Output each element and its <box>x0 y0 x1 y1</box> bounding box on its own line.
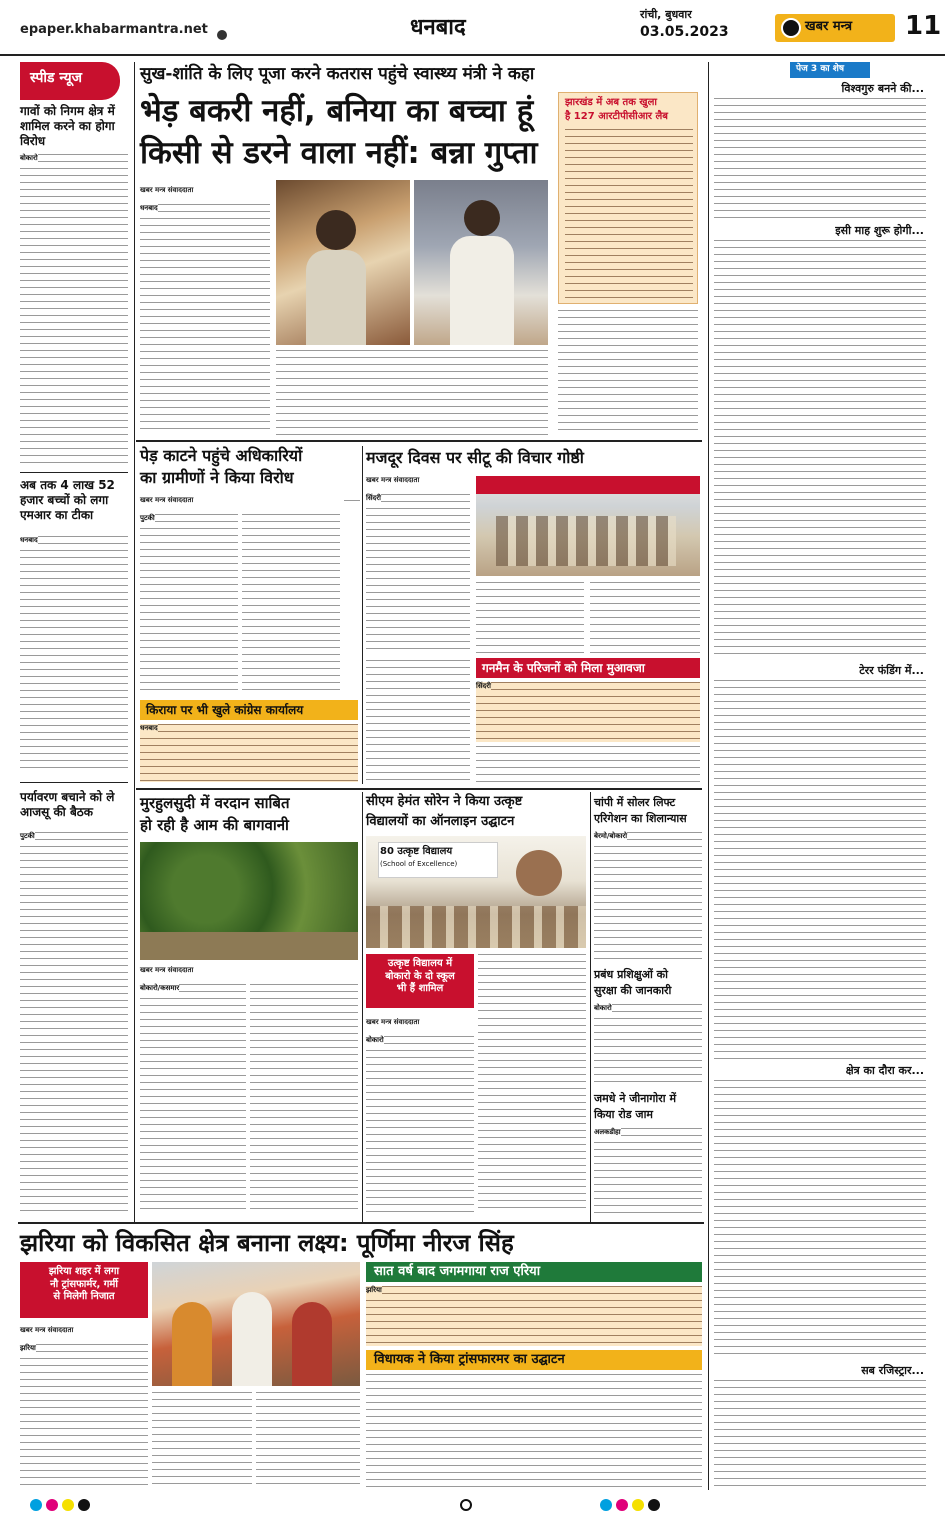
cont-3-body <box>714 680 926 1060</box>
gunman-body-2 <box>476 746 700 784</box>
mazdoor-body-col-4 <box>366 660 470 784</box>
speed-item-3-body <box>20 832 128 1214</box>
prabandh-body <box>594 1004 702 1086</box>
mazdoor-body-col-3 <box>590 582 700 654</box>
main-kicker: सुख-शांति के लिए पूजा करने कतरास पहुंचे स्वास्थ्य मंत्री ने कहा <box>140 64 535 84</box>
prabandh-headline-1: प्रबंध प्रशिक्षुओं को <box>594 968 668 981</box>
main-body-col-2 <box>276 350 548 435</box>
divider <box>20 472 128 473</box>
photo-minister-puja-1 <box>276 180 410 345</box>
jharia-sub-1: झरिया शहर में लगा <box>48 1266 120 1277</box>
jamadhe-headline-1: जमधे ने जीनागोरा में <box>594 1092 677 1105</box>
cont-2-body <box>714 240 926 660</box>
byline: खबर मन्त्र संवाददाता <box>366 476 420 484</box>
column-rule <box>362 792 363 1222</box>
cm-body-col-0 <box>478 954 586 1012</box>
speed-item-2-body <box>20 536 128 774</box>
speed-item-1-place: बोकारो <box>20 154 38 162</box>
mango-headline-1: मुरहुलसुदी में वरदान साबित <box>140 794 290 812</box>
speed-item-2-place: धनबाद <box>20 536 38 544</box>
transformer-body <box>366 1374 702 1488</box>
speed-item-2-title: अब तक 4 लाख 52 हजार बच्चों को लगा एमआर का टीका <box>20 478 115 522</box>
jharia-place: झरिया <box>20 1344 36 1352</box>
main-headline-2: किसी से डरने वाला नहीं: बन्ना गुप्ता <box>140 135 538 171</box>
prabandh-place: बोकारो <box>594 1004 612 1012</box>
tree-body-col-2 <box>242 514 340 694</box>
school-caption: 80 उत्कृष्ट विद्यालय <box>380 846 453 857</box>
jharia-sub-3: से मिलेगी निजात <box>53 1291 115 1302</box>
transformer-headline: विधायक ने किया ट्रांसफारमर का उद्घाटन <box>366 1350 702 1370</box>
cm-body-col-2 <box>478 1018 586 1214</box>
brand-logo-icon <box>781 18 801 38</box>
congress-headline: किराया पर भी खुले कांग्रेस कार्यालय <box>146 703 304 717</box>
chanpi-headline-1: चांपी में सोलर लिफ्ट <box>594 796 676 809</box>
column-rule <box>708 62 709 1490</box>
registration-dot <box>62 1499 74 1511</box>
edition-date: 03.05.2023 <box>640 24 729 40</box>
photo-citu-meeting <box>476 476 700 576</box>
chanpi-headline-2: एरिगेशन का शिलान्यास <box>594 812 687 825</box>
chanpi-body <box>594 832 702 962</box>
registration-dot <box>616 1499 628 1511</box>
mazdoor-body-col-2 <box>476 582 584 654</box>
gunman-place: सिंदरी <box>476 682 491 690</box>
city-day: रांची, बुधवार <box>640 8 692 21</box>
tree-headline-1: पेड़ काटने पहुंचे अधिकारियों <box>140 446 303 465</box>
prabandh-headline-2: सुरक्षा की जानकारी <box>594 984 672 997</box>
gunman-body <box>476 682 700 742</box>
registration-dot <box>632 1499 644 1511</box>
cm-sub-1: उत्कृष्ट विद्यालय में <box>387 958 453 969</box>
cm-sub-2: बोकारो के दो स्कूल <box>385 970 455 982</box>
registration-dot <box>648 1499 660 1511</box>
byline: खबर मन्त्र संवाददाता <box>20 1326 74 1334</box>
cont-4-title: क्षेत्र का दौरा कर... <box>845 1064 924 1077</box>
mango-headline-2: हो रही है आम की बागवानी <box>140 816 289 834</box>
byline: खबर मन्त्र संवाददाता <box>140 966 194 974</box>
divider <box>20 782 128 783</box>
speed-item-1-body <box>20 154 128 464</box>
divider <box>136 788 702 790</box>
tree-body-col-1 <box>140 514 238 694</box>
cont-5-body <box>714 1380 926 1488</box>
divider <box>18 1222 704 1224</box>
cont-5-title: सब रजिस्ट्रार... <box>861 1364 924 1377</box>
column-rule <box>134 62 135 1222</box>
cm-body-col-1 <box>366 1036 474 1214</box>
cm-headline-1: सीएम हेमंत सोरेन ने किया उत्कृष्ट <box>366 794 523 809</box>
speed-item-3-place: पुटकी <box>20 832 35 840</box>
tree-headline-2: का ग्रामीणों ने किया विरोध <box>140 468 294 487</box>
speed-item-3-title: पर्यावरण बचाने को ले आजसू की बैठक <box>20 790 115 819</box>
mango-place: बोकारो/कसमार <box>140 984 180 992</box>
rtpcr-title-1: झारखंड में अब तक खुला <box>565 97 657 108</box>
byline: खबर मन्त्र संवाददाता <box>140 186 194 194</box>
registration-bar <box>0 1492 945 1517</box>
congress-band <box>140 700 358 720</box>
jharia-sub-box <box>20 1262 148 1318</box>
cont-3-title: टेरर फंडिंग में... <box>859 664 924 677</box>
gunman-headline: गनमैन के परिजनों को मिला मुआवजा <box>476 658 700 678</box>
brand-badge: खबर मन्त्र <box>775 14 895 42</box>
column-rule <box>590 792 591 1222</box>
registration-dot <box>600 1499 612 1511</box>
congress-place: धनबाद <box>140 724 158 732</box>
tree-place: पुटकी <box>140 514 155 522</box>
speed-news-badge <box>20 62 120 100</box>
raj-area-body <box>366 1286 702 1346</box>
cm-sub-box <box>366 954 474 1008</box>
main-place: धनबाद <box>140 204 158 212</box>
cm-sub-3: भी हैं शामिल <box>396 983 444 994</box>
crosshair-icon <box>460 1499 472 1511</box>
rtpcr-box <box>558 92 698 304</box>
jharia-body-col-3 <box>256 1392 360 1488</box>
raj-area-headline: सात वर्ष बाद जगमगाया राज एरिया <box>366 1262 702 1282</box>
cont-1-title: विश्वगुरु बनने की... <box>841 82 924 95</box>
page-number: 11 <box>905 11 942 41</box>
cm-headline-2: विद्यालयों का ऑनलाइन उद्घाटन <box>366 814 515 829</box>
registration-dot <box>46 1499 58 1511</box>
site-url[interactable]: epaper.khabarmantra.net <box>20 22 208 37</box>
school-caption-2: (School of Excellence) <box>380 860 458 868</box>
chanpi-place: बेरमो/बोकारो <box>594 832 628 840</box>
mazdoor-body-col-1 <box>366 494 470 654</box>
cont-1-body <box>714 98 926 220</box>
pin-icon <box>217 30 227 40</box>
rtpcr-title-2: है 127 आरटीपीसीआर लैब <box>565 111 668 122</box>
page-tag: पेज 3 का शेष <box>790 62 870 78</box>
jamadhe-body <box>594 1128 702 1214</box>
mazdoor-headline: मजदूर दिवस पर सीटू की विचार गोष्ठी <box>366 448 584 467</box>
jharia-body-col-2 <box>152 1392 252 1488</box>
congress-body <box>140 724 358 782</box>
speed-item-1-title: गावों को निगम क्षेत्र में शामिल करने का होगा विरोध <box>20 104 115 148</box>
jharia-sub-2: नौ ट्रांसफार्मर, गर्मी <box>50 1278 118 1290</box>
jharia-headline: झरिया को विकसित क्षेत्र बनाना लक्ष्य: पूर्णिमा नीरज सिंह <box>20 1229 514 1257</box>
edition-title: धनबाद <box>410 15 466 40</box>
speed-news-label: स्पीड न्यूज <box>30 70 83 86</box>
mango-body-col-2 <box>250 984 358 1214</box>
mango-body-col-1 <box>140 984 246 1214</box>
rtpcr-body <box>565 129 693 299</box>
main-body-col-3 <box>558 310 698 435</box>
byline: खबर मन्त्र संवाददाता <box>140 496 194 504</box>
byline: खबर मन्त्र संवाददाता <box>366 1018 420 1026</box>
mazdoor-place: सिंदरी <box>366 494 381 502</box>
cm-place: बोकारो <box>366 1036 384 1044</box>
cont-4-body <box>714 1080 926 1360</box>
photo-transformer-inauguration <box>152 1262 360 1386</box>
jharia-body-col-1 <box>20 1344 148 1488</box>
registration-dot <box>30 1499 42 1511</box>
registration-dot <box>78 1499 90 1511</box>
spacer <box>344 500 360 501</box>
jamadhe-place: अलकडीहा <box>594 1128 621 1136</box>
divider <box>136 440 702 442</box>
photo-minister-puja-2 <box>414 180 548 345</box>
main-body-col-1 <box>140 204 270 434</box>
jamadhe-headline-2: किया रोड जाम <box>594 1108 654 1121</box>
cont-2-title: इसी माह शुरू होगी... <box>835 224 924 237</box>
raj-area-place: झरिया <box>366 1286 382 1294</box>
main-headline-1: भेड़ बकरी नहीं, बनिया का बच्चा हूं <box>140 93 534 129</box>
photo-mango-orchard <box>140 842 358 960</box>
column-rule <box>362 446 363 784</box>
